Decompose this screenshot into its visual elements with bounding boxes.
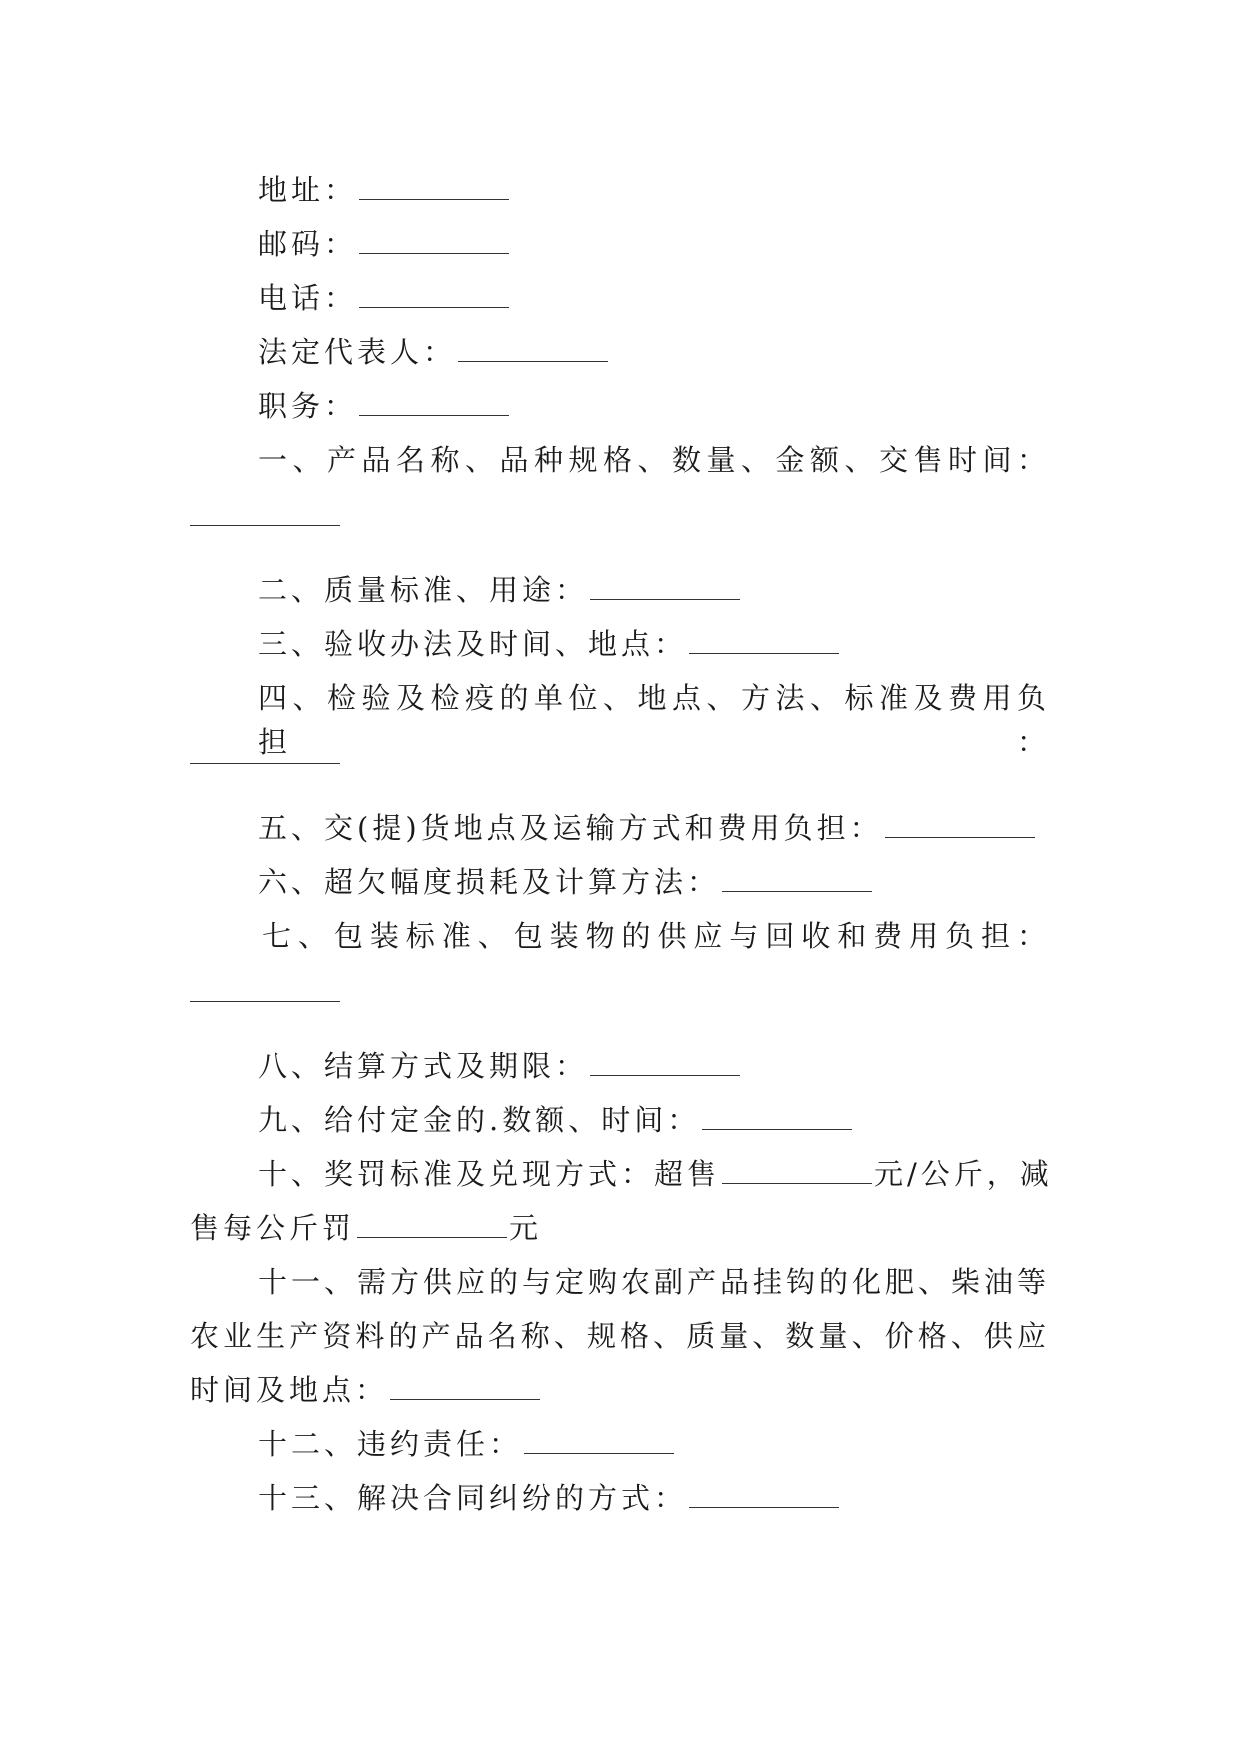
position-blank[interactable] [359,387,509,416]
clause-1 [258,438,1050,482]
legal-rep-line [258,330,1118,374]
clause-3-blank[interactable] [689,625,839,654]
phone-label: 电话： [258,281,358,315]
clause-8 [258,1044,1118,1088]
clause-4-blank[interactable] [190,763,340,764]
clause-13 [258,1476,1118,1520]
clause-2-text: 二、质量标准、用途： [258,573,589,607]
clause-6 [258,860,1118,904]
clause-10-penalty-blank[interactable] [357,1209,507,1238]
postcode-label: 邮码： [258,227,358,261]
clause-12-text: 十二、违约责任： [258,1427,523,1461]
clause-10-oversell-blank[interactable] [722,1155,872,1184]
clause-1-text: 一、产品名称、品种规格、数量、金额、交售时间： [258,443,1050,477]
clause-5 [258,806,1118,850]
clause-13-text: 十三、解决合同纠纷的方式： [258,1481,688,1515]
legal-rep-label: 法定代表人： [258,335,457,369]
legal-rep-blank[interactable] [458,333,608,362]
phone-blank[interactable] [359,279,509,308]
position-label: 职务： [258,389,358,423]
clause-11-line-2 [190,1314,1050,1358]
clause-5-text: 五、交(提)货地点及运输方式和费用负担： [258,811,883,845]
clause-5-blank[interactable] [885,809,1035,838]
clause-10-text-d: 元 [509,1211,543,1245]
clause-7-text: 七、包装标准、包装物的供应与回收和费用负担： [262,919,1050,953]
clause-9-text: 九、给付定金的.数额、时间： [258,1103,701,1137]
clause-10-line-1 [258,1152,1118,1196]
clause-9-blank[interactable] [702,1101,852,1130]
phone-line [258,276,1118,320]
postcode-blank[interactable] [359,225,509,254]
position-line [258,384,1118,428]
clause-10-line-2 [190,1206,1050,1250]
clause-4 [258,676,1050,759]
clause-11-blank[interactable] [390,1371,540,1400]
clause-2-blank[interactable] [590,571,740,600]
clause-10-text-a: 十、奖罚标准及兑现方式：超售 [258,1157,721,1191]
clause-10-text-c: 售每公斤罚 [190,1211,356,1245]
clause-12-blank[interactable] [524,1425,674,1454]
address-label: 地址： [258,173,358,207]
address-blank[interactable] [359,171,509,200]
clause-6-text: 六、超欠幅度损耗及计算方法： [258,865,721,899]
clause-1-blank[interactable] [190,525,340,526]
postcode-line [258,222,1118,266]
clause-8-text: 八、结算方式及期限： [258,1049,589,1083]
clause-8-blank[interactable] [590,1047,740,1076]
clause-11-text-2: 农业生产资料的产品名称、规格、质量、数量、价格、供应 [190,1319,1050,1353]
clause-7 [262,914,1050,958]
clause-11-text-3: 时间及地点： [190,1373,389,1407]
clause-4-text: 四、检验及检疫的单位、地点、方法、标准及费用负担： [258,681,1050,759]
clause-3-text: 三、验收办法及时间、地点： [258,627,688,661]
clause-11-text-1: 十一、需方供应的与定购农副产品挂钩的化肥、柴油等 [258,1265,1051,1299]
clause-13-blank[interactable] [689,1479,839,1508]
clause-7-blank[interactable] [190,1001,340,1002]
address-line [258,168,1118,212]
clause-3 [258,622,1118,666]
clause-2 [258,568,1118,612]
clause-11-line-1 [258,1260,1050,1304]
clause-9 [258,1098,1118,1142]
clause-6-blank[interactable] [722,863,872,892]
clause-11-line-3 [190,1368,1050,1412]
clause-10-text-b: 元/公斤，减 [874,1157,1053,1191]
clause-12 [258,1422,1118,1466]
